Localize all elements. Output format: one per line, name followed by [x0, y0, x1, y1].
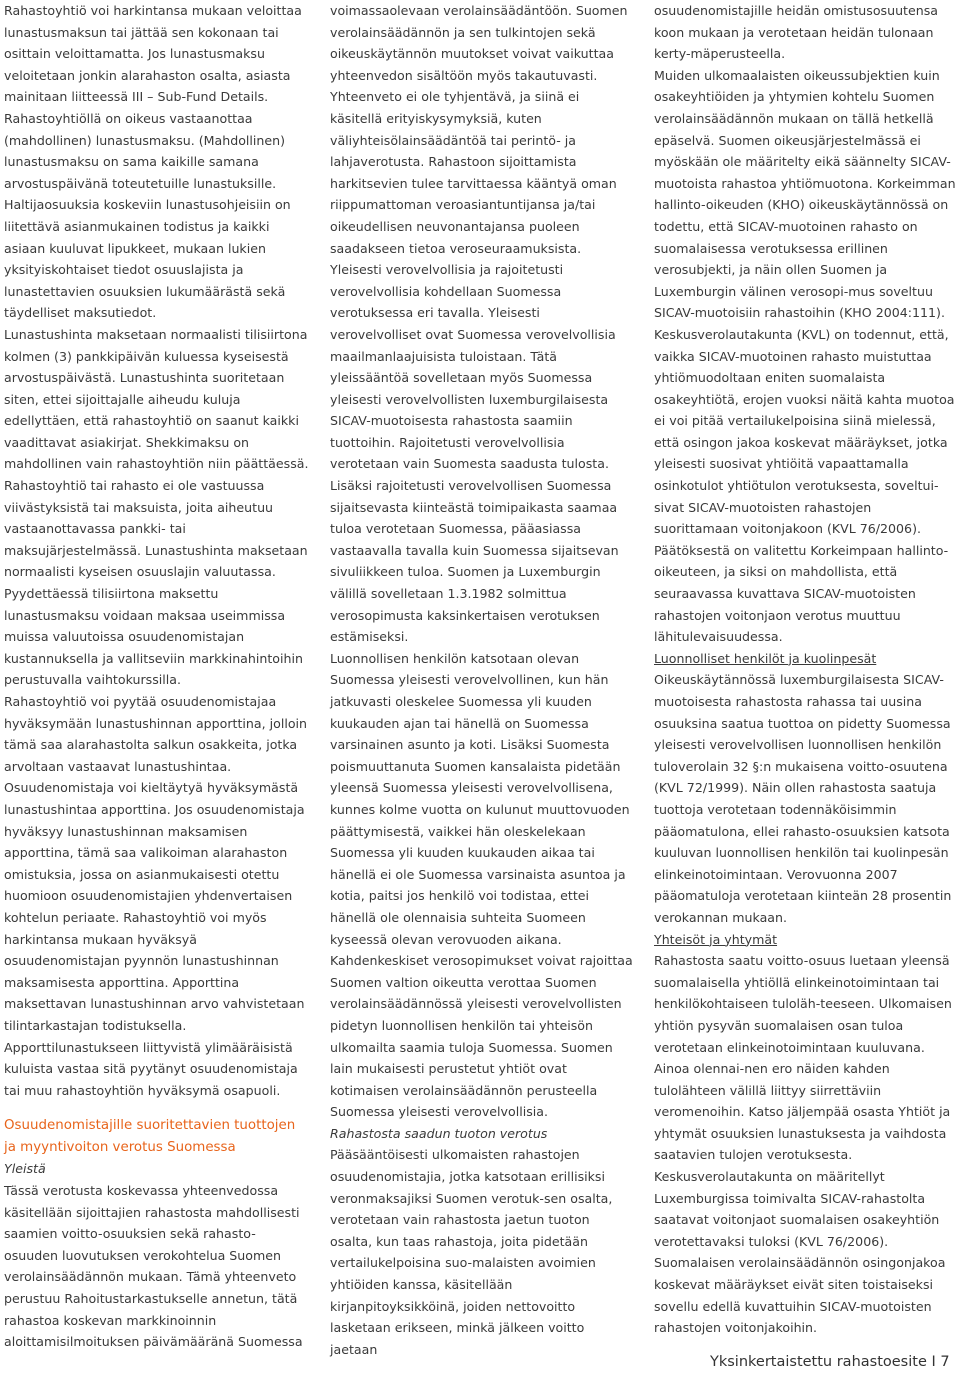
paragraph: Muiden ulkomaalaisten oikeussubjektien kuin osakeyhtiöiden ja yhtymien kohtelu Suomen verolainsäädännön mukaan on tällä hetkellä epäselvä. Suomen oikeusjärjestelmässä ei myöskään ole määritelty eikä säännelty SICAV-muotoista rahastoa yhtiömuotona. Korkeimman hallinto-oikeuden (KHO) oikeuskäytännössä on todettu, että SICAV-muotoinen rahasto on suomalaisessa verotuksessa erillinen verosubjekti, ja näin ollen Suomen ja Luxemburgin välinen verosopi-mus soveltuu SICAV-muotoisiin rahastoihin (KHO 2004:111).: [654, 67, 956, 321]
paragraph: Keskusverolautakunta (KVL) on todennut, että, vaikka SICAV-muotoinen rahasto muistuttaa yhtiömuodoltaan eniten suomalaista osakeyhtiötä, erojen vuoksi näitä kahta muotoa ei voi pitää vertailukelpoisina siinä mielessä, että osingon jakoa koskevat määräykset, jotka yleisesti suosivat yhtiöitä vapaattamalla osinkotulot yhtiötulon verotuksesta, soveltui-sivat SICAV-muotoisten rahastojen suorittamaan voitonjakoon (KVL 76/2006). Päätöksestä on valitettu Korkeimpaan hallinto-oikeuteen, ja siksi on mahdollista, että seuraavassa kuvattava SICAV-muotoisten rahastojen voitonjaon verotus muuttuu lähitulevaisuudessa.: [654, 326, 955, 645]
paragraph: Keskusverolautakunta on määritellyt Luxemburgissa toimivalta SICAV-rahastolta saatavat voitonjaot suomalaisen osakeyhtiön verotettavaksi tuloksi (KVL 76/2006). Suomalaisen verolainsäädännön osingonjakoa koskevat määräykset eivät siten toistaiseksi sovellu edellä kuvattuihin SICAV-muotoisten rahastojen voitonjakoihin.: [654, 1169, 946, 1336]
paragraph: osuudenomistajille heidän omistusosuutensa koon mukaan ja verotetaan heidän tulonaan kerty-mäperusteella.: [654, 3, 939, 62]
paragraph: Luonnollisen henkilön katsotaan olevan Suomessa yleisesti verovelvollinen, kun hän jatkuvasti oleskelee Suomessa yli kuuden kuukauden ajan tai hänellä on Suomessa varsinainen asunto ja koti. Lisäksi Suomesta poismuuttanuta Suomen kansalaista pidetään yleensä Suomessa yleisesti verovelvollisena, kunnes kolme vuotta on kulunut muuttovuoden päättymisestä, vaikkei hän oleskelekaan Suomessa yli kuuden kuukauden aikaa tai hänellä ei ole Suomessa varsinaista asuntoa ja kotia, paitsi jos henkilö voi todistaa, ettei hänellä ole olennaisia suhteita Suomeen kyseessä olevan verovuoden aikana. Kahdenkeskiset verosopimukset voivat rajoittaa Suomen valtion oikeutta verottaa Suomen verolainsäädännössä yleisesti verovelvollisten pidetyn luonnollisen henkilön tai yhteisön ulkomailta saamia tuloja Suomessa. Suomen lain mukaisesti perustetut yhtiöt ovat kotimaisen verolainsäädännön perusteella Suomessa yleisesti verovelvollisia.: [330, 650, 633, 1120]
column-middle: [330, 0, 635, 1360]
column-left: [4, 0, 309, 1353]
page-footer: Yksinkertaistettu rahastoesite I 7: [710, 1354, 950, 1370]
paragraph: voimassaolevaan verolainsäädäntöön. Suomen verolainsäädännön ja sen tulkintojen sekä oikeuskäytännön muutokset voivat vaikuttaa yhteenvedon sisältöön myös takautuvasti. Yhteenveto ei ole tyhjentävä, ja siinä ei käsitellä erityiskysymyksiä, kuten väliyhteisölainsäädäntöä tai perintö- ja lahjaverotusta. Rahastoon sijoittamista harkitsevien tulee tarvittaessa kääntyä oman riippumattoman veroasiantuntijansa ja/tai oikeudellisen neuvonantajansa puoleen saadakseen tietoa veroseuraamuksista.: [330, 3, 628, 256]
section-heading: Osuudenomistajille suoritettavien tuottojen ja myyntivoiton verotus Suomessa: [4, 1118, 296, 1155]
paragraph: Pyydettäessä tilisiirtona maksettu lunastusmaksu voidaan maksaa useimmissa muissa valuutoissa osuudenomistajan kustannuksella ja vallitseviin markkinahintoihin perustuvalla vaihtokurssilla.: [4, 586, 303, 688]
paragraph: Rahastosta saatu voitto-osuus luetaan yleensä suomalaisella yhtiöllä elinkeinotoimintaan tai henkilökohtaiseen tuloläh-teeseen. Ulkomaisen yhtiön pysyvän suomalaisen osan tuloa verotetaan elinkeinotoimintaan kuuluvana. Ainoa olennai-nen ero näiden kahden tulolähteen välillä liittyy siirrettäviin veromenoihin. Katso jäljempää osasta Yhtiöt ja yhtymät osuuksien lunastuksesta ja vaihdosta saatavien tulojen verotuksesta.: [654, 953, 952, 1163]
subheading: Yleistä: [4, 1161, 46, 1177]
paragraph: Lunastushinta maksetaan normaalisti tilisiirtona kolmen (3) pankkipäivän kuluessa kyseisestä arvostuspäivästä. Lunastushinta suoritetaan siten, ettei sijoittajalle aiheudu kuluja edellyttäen, että rahastoyhtiö on saanut kaikki vaadittavat asiakirjat. Shekkimaksu on mahdollinen vain rahastoyhtiön niin päättäessä. Rahastoyhtiö tai rahasto ei ole vastuussa viivästyksistä tai maksuista, joita aiheutuu vastaanottavassa pankki- tai maksujärjestelmässä. Lunastushinta maksetaan normaalisti kyseisen osuuslajin valuutassa.: [4, 326, 309, 580]
subheading: Rahastosta saadun tuoton verotus: [330, 1125, 548, 1141]
subheading: Luonnolliset henkilöt ja kuolinpesät: [654, 650, 877, 666]
paragraph: Rahastoyhtiö voi pyytää osuudenomistajaa hyväksymään lunastushinnan apporttina, jolloin tämä saa alarahastolta salkun osakkeita, jotka arvoltaan vastaavat lunastushintaa. Osuudenomistaja voi kieltäytyä hyväksymästä lunastushintaa apporttina. Jos osuudenomistaja hyväksyy lunastushinnan maksamisen apporttina, tämä saa valikoiman alarahaston omistuksia, jossa on asianmukaisesti otettu huomioon osuudenomistajien yhdenvertaisen kohtelun periaate. Rahastoyhtiö voi myös harkintansa mukaan hyväksyä osuudenomistajan pyynnön lunastushinnan maksamisesta apporttina. Apporttina maksettavan lunastushinnan arvo vahvistetaan tilintarkastajan todistuksella.: [4, 694, 308, 1033]
paragraph: Apporttilunastukseen liittyvistä ylimääräisistä kuluista vastaa sitä pyytänyt osuudenomistaja tai muu rahastoyhtiön hyväksymä osapuoli.: [4, 1039, 298, 1098]
paragraph: Tässä verotusta koskevassa yhteenvedossa käsitellään sijoittajien rahastosta mahdollisesti saamien voitto-osuuksien sekä rahasto-osuuden luovutuksen verokohtelua Suomen verolainsäädännön mukaan. Tämä yhteenveto perustuu Rahoitustarkastukselle annetun, tätä rahastoa koskevan markkinoinnin aloittamisilmoituksen päivämääränä Suomessa: [4, 1183, 303, 1350]
column-right: [654, 0, 956, 1339]
paragraph: Yleisesti verovelvollisia ja rajoitetusti verovelvollisia kohdellaan Suomessa verotuksessa eri tavalla. Yleisesti verovelvolliset ovat Suomessa verovelvollisia maailmanlaajuisista tuloistaan. Tätä yleissääntöä sovelletaan myös Suomessa yleisesti verovelvollisten luxemburgilaisesta SICAV-muotoisesta rahastosta saamiin tuottoihin. Rajoitetusti verovelvollisia verotetaan vain Suomesta saadusta tulosta. Lisäksi rajoitetusti verovelvollisen Suomessa sijaitsevasta kiinteästä toimipaikasta saamaa tuloa verotetaan Suomessa, pääasiassa vastaavalla tavalla kuin Suomessa sijaitsevan sivuliikkeen tuloa. Suomen ja Luxemburgin välillä sovelletaan 1.3.1982 solmittua verosopimusta kaksinkertaisen verotuksen estämiseksi.: [330, 262, 619, 645]
paragraph: Haltijaosuuksia koskeviin lunastusohjeisiin on liitettävä asianmukainen todistus ja kaikki asiaan kuuluvat lipukkeet, mukaan lukien yksityiskohtaiset tiedot osuuslajista ja lunastettavien osuuksien lukumäärästä sekä täydelliset maksutiedot.: [4, 197, 291, 321]
paragraph: Pääsääntöisesti ulkomaisten rahastojen osuudenomistajia, jotka katsotaan erillisiksi veronmaksajiksi Suomen verotuk-sen osalta, verotetaan vain rahastosta jaetun tuoton osalta, kun taas rahastoja, joita pidetään vertailukelpoisina suo-malaisten avoimien yhtiöiden kanssa, käsitellään kirjanpitoyksikköinä, joiden nettovoitto lasketaan erikseen, minkä jälkeen voitto jaetaan: [330, 1147, 613, 1357]
subheading: Yhteisöt ja yhtymät: [654, 931, 778, 947]
paragraph: Oikeuskäytännössä luxemburgilaisesta SICAV-muotoisesta rahastosta rahassa tai uusina osuuksina saatua tuottoa on pidetty Suomessa yleisesti verovelvollisen luonnollisen henkilön tuloverolain 32 §:n mukaisena voitto-osuutena (KVL 72/1999). Näin ollen rahastosta saatuja tuottoja verotetaan todennäköisimmin pääomatulona, ellei rahasto-osuuksien katsota kuuluvan luonnollisen henkilön tai kuolinpesän elinkeinotoimintaan. Verovuonna 2007 pääomatuloja verotetaan kiinteän 28 prosentin verokannan mukaan.: [654, 672, 952, 925]
paragraph: Rahastoyhtiö voi harkintansa mukaan veloittaa lunastusmaksun tai jättää sen kokonaan tai osittain veloittamatta. Jos lunastusmaksu veloitetaan jonkin alarahaston osalta, asiasta mainitaan liitteessä III – Sub-Fund Details. Rahastoyhtiöllä on oikeus vastaanottaa (mahdollinen) lunastusmaksu. (Mahdollinen) lunastusmaksu on sama kaikille samana arvostuspäivänä toteutetuille lunastuksille.: [4, 3, 302, 191]
